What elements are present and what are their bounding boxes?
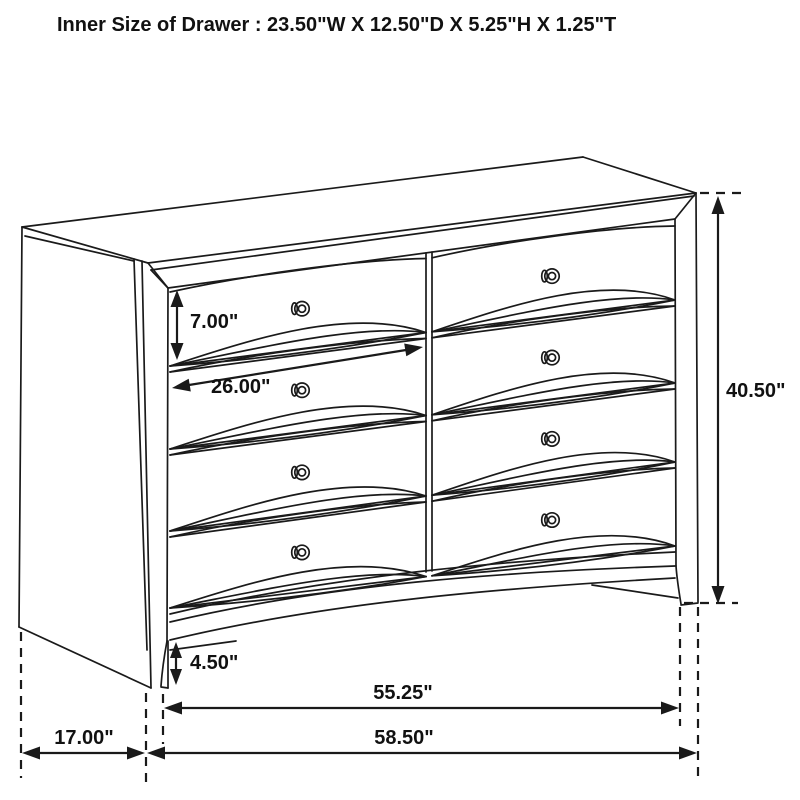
arrowhead-right bbox=[679, 747, 697, 760]
top-surface-edge bbox=[22, 157, 583, 227]
drawer-top-edge bbox=[432, 226, 675, 258]
dimension-label: 55.25" bbox=[373, 682, 433, 704]
drawer-gap-line bbox=[432, 468, 675, 501]
drawer-gap-line bbox=[432, 389, 675, 421]
front-frame-edge bbox=[167, 288, 168, 641]
drawer-front bbox=[432, 306, 675, 421]
front-frame-edge bbox=[592, 585, 678, 598]
top-surface bbox=[22, 157, 696, 288]
drawer-knob-center bbox=[298, 549, 305, 556]
top-surface-edge bbox=[151, 270, 168, 288]
arrowhead-down bbox=[170, 669, 182, 685]
dimension-label: 26.00" bbox=[211, 376, 271, 398]
side-panel-edge bbox=[19, 227, 22, 627]
arrowhead-left bbox=[164, 702, 182, 715]
front-frame-edge bbox=[161, 687, 168, 688]
arrowhead-right bbox=[404, 344, 423, 357]
arrowhead-right bbox=[127, 747, 145, 760]
arrowhead-up bbox=[171, 290, 184, 307]
arrowhead-up bbox=[712, 196, 725, 214]
drawer-lens-curve bbox=[432, 536, 675, 576]
front-frame-edge bbox=[170, 641, 236, 650]
dim-front-width bbox=[163, 607, 680, 744]
arrowhead-left bbox=[172, 379, 191, 392]
arrowhead-down bbox=[171, 343, 184, 360]
drawer-bottom-edge bbox=[170, 577, 426, 608]
drawer-knob-center bbox=[548, 273, 555, 280]
side-panel-edge bbox=[19, 627, 151, 688]
drawer-knob-center bbox=[548, 516, 555, 523]
drawer-knob-center bbox=[548, 435, 555, 442]
drawer-gap-line bbox=[170, 422, 426, 456]
front-frame-edge bbox=[675, 219, 676, 566]
side-panel-edge bbox=[25, 236, 134, 261]
dim-overall-height bbox=[684, 193, 786, 604]
drawer-knob-center bbox=[298, 387, 305, 394]
arrowhead-left bbox=[147, 747, 165, 760]
dresser-drawing bbox=[19, 157, 698, 688]
drawer-gap-line bbox=[432, 306, 675, 338]
page-title: Inner Size of Drawer : 23.50"W X 12.50"D X 5.25"H X 1.25"T bbox=[57, 14, 617, 36]
drawer-front bbox=[432, 226, 675, 338]
side-panel bbox=[19, 227, 151, 688]
dimension-label: 17.00" bbox=[54, 727, 114, 749]
drawer-knob-center bbox=[548, 354, 555, 361]
arrowhead-left bbox=[22, 747, 40, 760]
front-frame-edge bbox=[696, 193, 698, 602]
drawer-knob-center bbox=[298, 305, 305, 312]
dimension-label: 40.50" bbox=[726, 380, 786, 402]
front-frame-edge bbox=[170, 578, 675, 640]
top-surface-edge bbox=[583, 157, 696, 193]
side-panel-edge bbox=[22, 227, 148, 263]
drawer-lens-curve bbox=[170, 406, 426, 449]
drawer-column bbox=[432, 226, 675, 576]
drawer-top-edge bbox=[170, 259, 426, 293]
arrowhead-right bbox=[661, 702, 679, 715]
drawer-front bbox=[432, 389, 675, 501]
dimension-label: 7.00" bbox=[190, 311, 239, 333]
drawer-knob-center bbox=[298, 469, 305, 476]
front-frame-edge bbox=[161, 641, 167, 686]
dim-drawer-front-height bbox=[171, 290, 239, 360]
dimension-label: 58.50" bbox=[374, 727, 434, 749]
drawer-lens-curve bbox=[170, 487, 426, 531]
dim-side-depth bbox=[21, 632, 146, 786]
arrowhead-down bbox=[712, 586, 725, 604]
side-panel-edge bbox=[134, 259, 147, 650]
drawer-gap-line bbox=[170, 502, 426, 537]
dimension-label: 4.50" bbox=[190, 652, 239, 674]
